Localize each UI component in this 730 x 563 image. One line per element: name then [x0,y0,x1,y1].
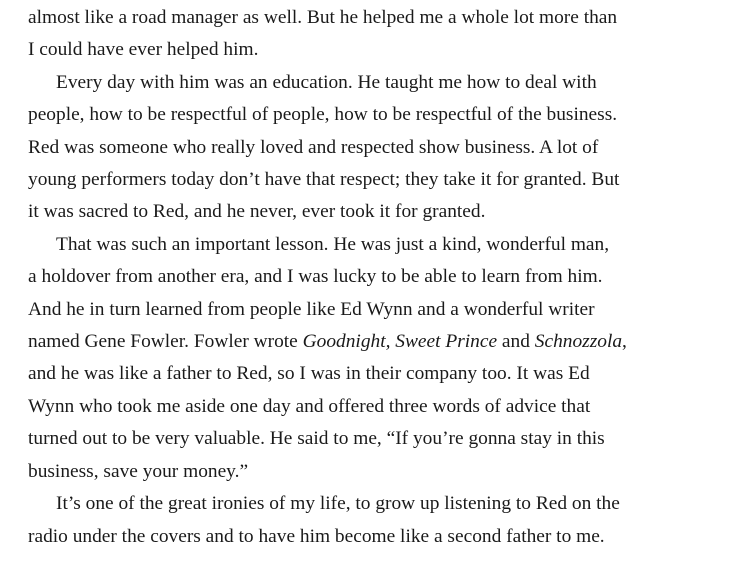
text-line: young performers today don’t have that respect; they take it for granted. But [28,169,620,191]
text-segment: named Gene Fowler. Fowler wrote [28,331,303,353]
text-line: radio under the covers and to have him become like a second father to me. [28,525,605,547]
text-line: And he in turn learned from people like Ed Wynn and a wonderful writer [28,298,595,320]
text-line: and he was like a father to Red, so I was in their company too. It was Ed [28,363,590,385]
book-title-goodnight-sweet-prince: Goodnight, Sweet Prince [302,331,498,353]
text-line: almost like a road manager as well. But he helped me a whole lot more than [28,7,618,28]
text-line: Red was someone who really loved and respected show business. A lot of [28,136,599,158]
text-line-with-titles [28,326,708,358]
book-title-schnozzola: Schnozzola [534,331,623,353]
text-line: it was sacred to Red, and he never, ever took it for granted. [28,201,486,223]
text-line: people, how to be respectful of people, how to be respectful of the business. [28,104,618,126]
text-line: business, save your money.” [28,460,249,482]
text-segment: , [622,331,627,353]
text-line: a holdover from another era, and I was lucky to be able to learn from him. [28,266,603,288]
paragraph-start-line: It’s one of the great ironies of my life, to grow up listening to Red on the [56,493,620,515]
text-segment: and [497,331,535,353]
book-page-text [28,2,708,553]
text-line: turned out to be very valuable. He said to me, “If you’re gonna stay in this [28,428,605,450]
paragraph-start-line: Every day with him was an education. He taught me how to deal with [56,71,597,93]
text-line: I could have ever helped him. [28,39,259,61]
text-line: Wynn who took me aside one day and offered three words of advice that [28,395,591,417]
paragraph-start-line: That was such an important lesson. He was just a kind, wonderful man, [56,233,610,255]
